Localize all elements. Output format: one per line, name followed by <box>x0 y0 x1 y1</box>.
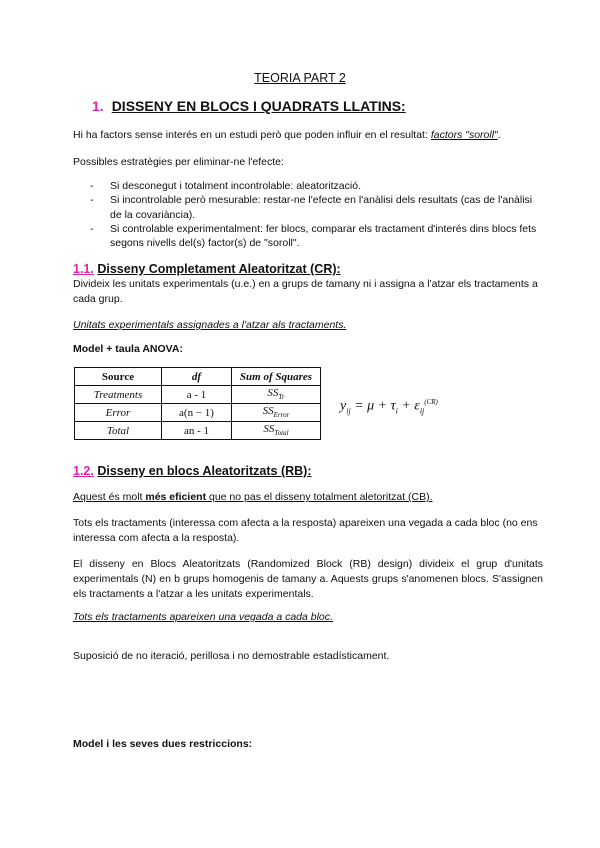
formula-eps-sub: ij <box>419 406 425 416</box>
table-row <box>75 386 321 404</box>
cell-source: Treatments <box>75 386 162 404</box>
header-source: Source <box>75 368 162 386</box>
table-row <box>75 404 321 422</box>
ss-symbol: SS <box>267 387 279 400</box>
list-item: - Si controlable experimentalment: fer blocs, comparar els tractament d'interés dins blocs fets segons nivells del(s) factor(s) de "soroll". <box>90 222 545 251</box>
header-df: df <box>162 368 232 386</box>
cell-source: Error <box>75 404 162 422</box>
section-1-1-heading <box>73 262 341 276</box>
cell-ss <box>232 422 321 440</box>
formula-mu-tau: = μ + τ <box>350 398 396 414</box>
formula-y: y <box>340 398 347 414</box>
assumption-line: Suposició de no iteració, perillosa i no demostrable estadísticament. <box>73 650 390 662</box>
intro-emphasis: factors "soroll" <box>430 129 498 141</box>
section-1-1-title: Disseny Completament Aleatoritzat (CR): <box>97 262 341 276</box>
rb-paragraph-2: El disseny en Blocs Aleatoritzats (Randomized Block (RB) design) divideix el grup d'unitats experimentals (N) en b grups homogenis de tamany a. Aquests grups s'anomenen blocs. S'assignen els tractaments a l'atzar a les unitats experimentals. <box>73 558 543 600</box>
intro-paragraph <box>73 128 543 143</box>
cr-model-formula <box>340 398 438 415</box>
cell-source: Total <box>75 422 162 440</box>
section-1-1-number: 1.1. <box>73 262 94 276</box>
cell-ss <box>232 404 321 422</box>
formula-epsilon: + ε <box>397 398 420 414</box>
rb-model-label: Model i les seves dues restriccions: <box>73 738 253 750</box>
ss-subscript: Error <box>273 411 290 420</box>
efficiency-post: que no pas el disseny totalment aletoritzat (CB). <box>206 491 433 503</box>
header-sum-of-squares: Sum of Squares <box>232 368 321 386</box>
anova-table <box>74 367 321 440</box>
section-1-2-heading <box>73 464 312 478</box>
list-item: - Si desconegut i totalment incontrolable: aleatorització. <box>90 179 545 193</box>
efficiency-bold: més eficient <box>145 491 207 503</box>
cell-df: an - 1 <box>162 422 232 440</box>
table-header-row <box>75 368 321 386</box>
rb-emphasis-line: Tots els tractaments apareixen una vegada a cada bloc. <box>73 611 333 623</box>
section-1-2-number: 1.2. <box>73 464 94 478</box>
table-row <box>75 422 321 440</box>
section-1-2-title: Disseny en blocs Aleatoritzats (RB): <box>97 464 312 478</box>
section-1-heading <box>92 98 406 114</box>
formula-tau-sub: i <box>395 406 398 416</box>
ss-symbol: SS <box>262 405 274 418</box>
list-item: - Si incontrolable però mesurable: restar-ne l'efecte en l'anàlisi dels resultats (cas de l'anàlisi de la covariància). <box>90 193 545 222</box>
strategies-label: Possibles estratègies per eliminar-ne l'efecte: <box>73 156 284 168</box>
formula-eps-sup: (CR) <box>424 398 438 406</box>
cr-description: Divideix les unitats experimentals (u.e.) en a grups de tamany ni i assigna a l'atzar els tractaments a cada grup. <box>73 278 538 305</box>
section-1-number: 1. <box>92 98 104 114</box>
page-title: TEORIA PART 2 <box>254 71 346 85</box>
cell-df: a(n − 1) <box>162 404 232 422</box>
efficiency-pre: Aquest és molt <box>73 491 146 503</box>
cell-df: a - 1 <box>162 386 232 404</box>
intro-text: Hi ha factors sense interés en un estudi però que poden influir en el resultat: <box>73 129 428 141</box>
model-anova-label: Model + taula ANOVA: <box>73 343 183 355</box>
cell-ss <box>232 386 321 404</box>
ss-subscript: Total <box>274 429 289 438</box>
efficiency-line <box>73 490 543 505</box>
intro-end: . <box>497 129 501 141</box>
cr-emphasis-line: Unitats experimentals assignades a l'atzar als tractaments. <box>73 319 347 331</box>
ss-subscript: Tr <box>278 393 285 402</box>
ss-symbol: SS <box>263 423 275 436</box>
formula-y-sub: ij <box>346 406 351 416</box>
section-1-title: DISSENY EN BLOCS I QUADRATS LLATINS: <box>111 98 406 114</box>
rb-paragraph-1: Tots els tractaments (interessa com afecta a la resposta) apareixen una vegada a cada bloc (no ens interessa com afecta a la resposta). <box>73 517 538 544</box>
strategies-list <box>90 179 545 250</box>
